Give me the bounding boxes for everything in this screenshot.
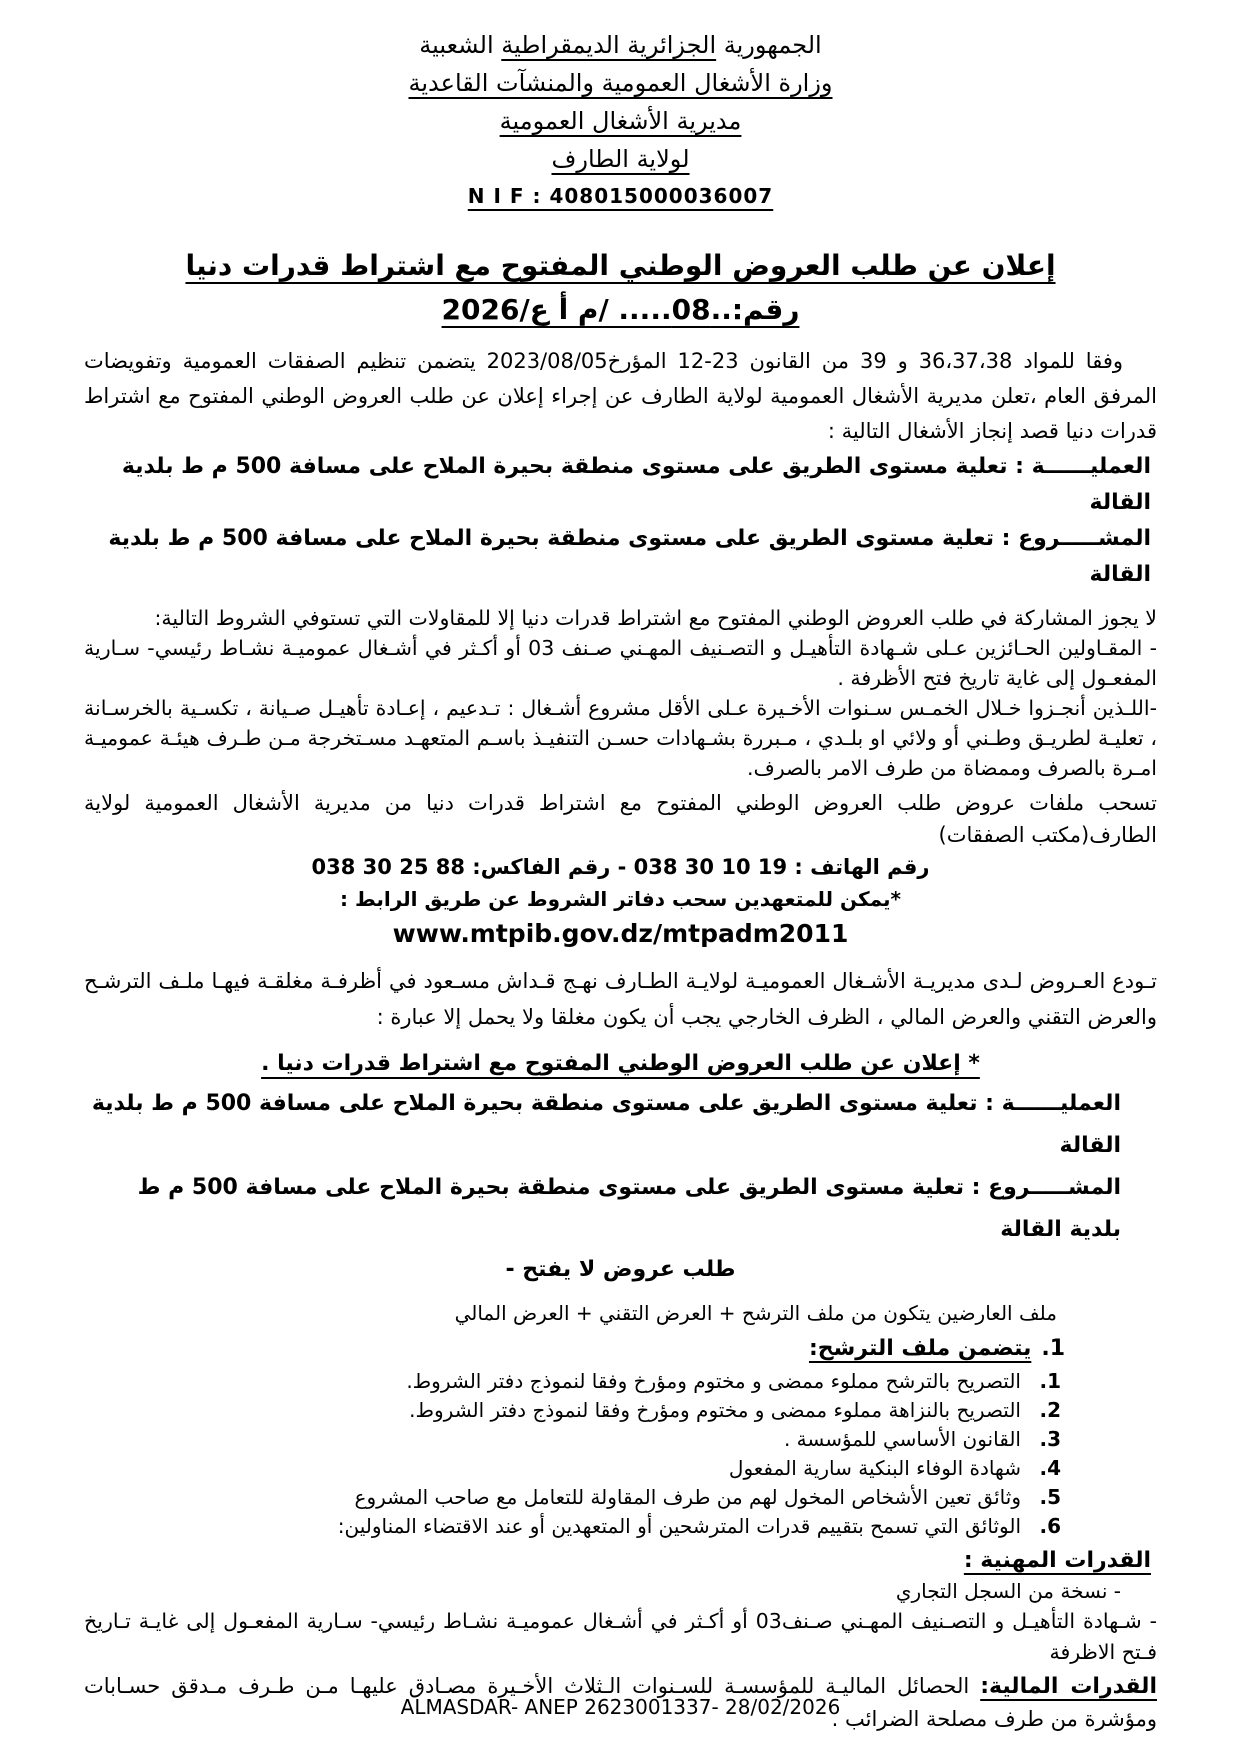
- operation-line-2: العمليــــــة : تعلية مستوى الطريق على مستوى منطقة بحيرة الملاح على مسافة 500 م ط بلدية القالة: [91, 1091, 1121, 1158]
- professional-capacities-heading: القدرات المهنية :: [963, 1548, 1151, 1573]
- item-number: 5.: [1039, 1485, 1061, 1509]
- item-number: 1.: [1039, 1369, 1061, 1393]
- republic-suffix: الشعبية: [419, 31, 502, 59]
- list-item: [84, 1367, 1157, 1396]
- republic-prefix: الجمهورية: [716, 31, 822, 59]
- candidature-file-heading: [84, 1331, 1157, 1367]
- bidders-file-line: ملف العارضين يتكون من ملف الترشح + العرض التقني + العرض المالي: [454, 1301, 1057, 1325]
- item-number: 6.: [1039, 1514, 1061, 1538]
- condition-item-1: - المقـاولين الحـائزين عـلى شـهادة التأهيـل و التصـنيف المهـني صـنف 03 أو أكـثر في أشـغال عموميـة نشـاط رئيسي- سـارية المفعـول إلى غاية تاريخ فتح الأظرفة .: [84, 636, 1158, 690]
- intro-paragraph: وفقا للمواد 36،37،38 و 39 من القانون 23-12 المؤرخ2023/08/05 يتضمن تنظيم الصفقات العمومية وتفويضات المرفق العام ،تعلن مديرية الأشغال العمومية لولاية الطارف عن إجراء إعلان عن طلب العروض الوطني المفتوح مع اشتراط قدرات دنيا قصد إنجاز الأشغال التالية :: [84, 349, 1157, 443]
- financial-capacities-label: القدرات المالية:: [980, 1674, 1157, 1699]
- wilaya-line: لولاية الطارف: [551, 145, 690, 173]
- item-text: التصريح بالترشح مملوء ممضى و مختوم ومؤرخ وفقا لنموذج دفتر الشروط.: [406, 1369, 1021, 1393]
- anep-footer: ALMASDAR- ANEP 2623001337- 28/02/2026: [400, 1695, 841, 1719]
- title-line-1: إعلان عن طلب العروض الوطني المفتوح مع اشتراط قدرات دنيا: [185, 249, 1056, 282]
- item-number: 2.: [1039, 1398, 1061, 1422]
- professional-item-2: - شـهادة التأهيـل و التصـنيف المهـني صـنف03 أو أكـثر في أشـغال عموميـة نشـاط رئيسي- سـارية المفعـول إلى غايـة تـاريخ فـتح الاظرفة: [84, 1609, 1157, 1664]
- list-item: [84, 1512, 1157, 1541]
- republic-underlined: الجزائرية الديمقراطية: [501, 31, 717, 59]
- ministry-line: وزارة الأشغال العمومية والمنشآت القاعدية: [408, 69, 833, 97]
- item-number: 4.: [1039, 1456, 1061, 1480]
- operation-line-1: العمليــــــة : تعلية مستوى الطريق على مستوى منطقة بحيرة الملاح على مسافة 500 م ط بلدية القالة: [121, 454, 1151, 515]
- item-text: التصريح بالنزاهة مملوء ممضى و مختوم ومؤرخ وفقا لنموذج دفتر الشروط.: [409, 1398, 1021, 1422]
- section-title: يتضمن ملف الترشح:: [808, 1336, 1032, 1361]
- financial-capacities-text: الحصائل الماليـة للمؤسسـة للسـنوات الـثلاث الأخـيرة مصـادق عليهـا مـن طـرف مـدقق حسـابات ومؤشرة من طرف مصلحة الضرائب .: [84, 1674, 1157, 1731]
- item-text: شهادة الوفاء البنكية سارية المفعول: [728, 1456, 1021, 1480]
- item-text: وثائق تعين الأشخاص المخول لهم من طرف المقاولة للتعامل مع صاحب المشروع: [354, 1485, 1021, 1509]
- project-line-1: المشـــــروع : تعلية مستوى الطريق على مستوى منطقة بحيرة الملاح على مسافة 500 م ط بلدية القالة: [108, 526, 1151, 587]
- nif-number: N I F : 408015000036007: [467, 184, 774, 208]
- title-line-2: رقم:..08..... /م أ ع/2026: [441, 293, 800, 326]
- link-note-line: *يمكن للمتعهدين سحب دفاتر الشروط عن طريق الرابط :: [339, 887, 901, 911]
- condition-item-2: -اللـذين أنجـزوا خـلال الخمـس سـنوات الأخـيرة عـلى الأقل مشروع أشـغال : تـدعيم ، إعـادة تأهيـل صـيانة ، تكسـية بالخرسـانة ، تعليـة لطريـق وطـني أو ولائي او بلـدي ، مـبررة بشـهادات حسـن التنفيـذ باسـم المتعهـد مسـتخرجة مـن طـرف هيئـة عموميـة امـرة بالصرف وممضاة من طرف الامر بالصرف.: [84, 696, 1157, 780]
- list-item: [84, 1483, 1157, 1512]
- list-item: [84, 1396, 1157, 1425]
- item-text: الوثائق التي تسمح بتقييم قدرات المترشحين أو المتعهدين أو عند الاقتضاء المناولين:: [337, 1514, 1021, 1538]
- section-number: 1.: [1041, 1336, 1065, 1361]
- phone-fax-line: رقم الهاتف : 19 10 30 038 - رقم الفاكس: 88 25 30 038: [311, 855, 930, 879]
- participation-conditions: [84, 603, 1157, 783]
- do-not-open-line: طلب عروض لا يفتح -: [505, 1257, 736, 1282]
- conditions-intro: لا يجوز المشاركة في طلب العروض الوطني المفتوح مع اشتراط قدرات دنيا إلا للمقاولات التي تستوفي الشروط التالية:: [154, 606, 1157, 630]
- announcement-title: [84, 244, 1157, 332]
- item-number: 3.: [1039, 1427, 1061, 1451]
- envelope-label: * إعلان عن طلب العروض الوطني المفتوح مع اشتراط قدرات دنيا .: [261, 1051, 980, 1076]
- candidature-file-list: [84, 1367, 1157, 1541]
- withdraw-paragraph: تسحب ملفات عروض طلب العروض الوطني المفتوح مع اشتراط قدرات دنيا من مديرية الأشغال العمومية لولاية الطارف(مكتب الصفقات): [84, 791, 1157, 847]
- deposit-paragraph: تـودع العـروض لـدى مديريـة الأشـغال العموميـة لولايـة الطـارف نهـج قـداش مسـعود في أظرفـة مغلقـة فيهـا ملـف الترشـح والعرض التقني والعرض المالي ، الظرف الخارجي يجب أن يكون مغلقا ولا يحمل إلا عبارة :: [84, 969, 1157, 1029]
- list-item: [84, 1454, 1157, 1483]
- list-item: [84, 1425, 1157, 1454]
- directorate-line: مديرية الأشغال العمومية: [499, 107, 742, 135]
- professional-item-1: - نسخة من السجل التجاري: [895, 1579, 1121, 1603]
- project-line-2: المشـــــروع : تعلية مستوى الطريق على مستوى منطقة بحيرة الملاح على مسافة 500 م ط بلدية القالة: [137, 1175, 1121, 1242]
- document-header: [84, 26, 1157, 214]
- item-text: القانون الأساسي للمؤسسة .: [783, 1427, 1021, 1451]
- republic-line: [84, 26, 1157, 64]
- website-url: www.mtpib.gov.dz/mtpadm2011: [392, 919, 849, 948]
